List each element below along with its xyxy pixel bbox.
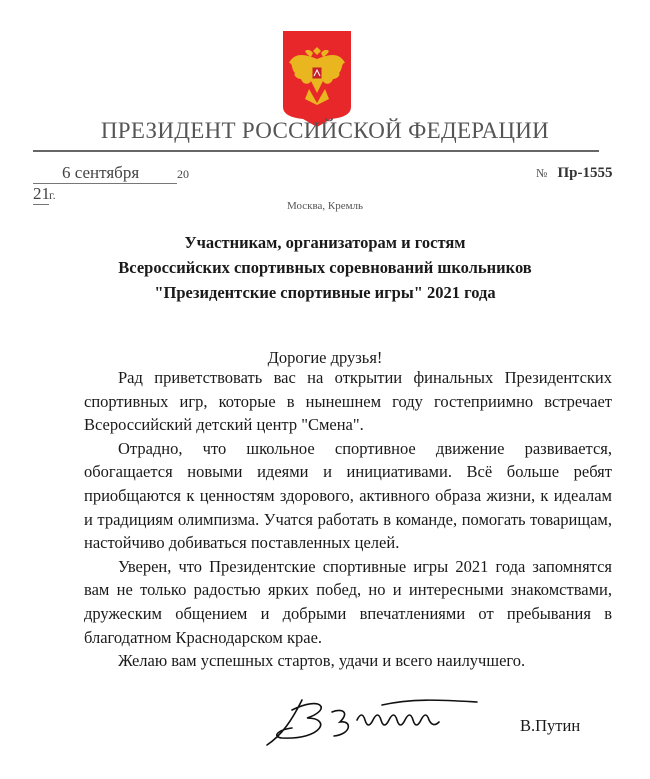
heading-line: "Президентские спортивные игры" 2021 года	[154, 283, 496, 302]
date-year: 21	[33, 184, 50, 203]
paragraph: Рад приветствовать вас на открытии финальных Президентских спортивных игр, которые в нынешнем году гостеприимно встречает Всероссийский детский центр "Смена".	[84, 368, 612, 435]
place: Москва, Кремль	[286, 200, 364, 212]
document-date	[33, 163, 193, 205]
heading-line: Участникам, организаторам и гостям	[184, 233, 466, 252]
letterhead-title: ПРЕЗИДЕНТ РОССИЙСКОЙ ФЕДЕРАЦИИ	[100, 118, 550, 143]
date-day-month: 6 сентября	[33, 163, 177, 184]
date-century: 20	[177, 167, 189, 181]
greeting: Дорогие друзья!	[267, 348, 383, 367]
letter-body	[84, 366, 612, 673]
number-sign: №	[536, 166, 548, 180]
handwritten-signature	[262, 690, 492, 750]
paragraph: Уверен, что Президентские спортивные игры 2021 года запомнятся вам не только радостью ярких побед, но и интересными знакомствами, дружеским общением и добрыми впечатлениями от пребывания в благодатном Краснодарском крае.	[84, 556, 612, 647]
paragraph: Отрадно, что школьное спортивное движение развивается, обогащается новыми идеями и инициативами. Всё больше ребят приобщаются к ценностям здорового, активного образа жизни, к идеалам и традициям олимпизма. Учатся работать в команде, помогать товарищам, настойчиво добиваться поставленных целей.	[84, 438, 612, 553]
document-number	[536, 165, 612, 182]
number-value: Пр-1555	[557, 165, 613, 181]
letterhead-divider	[33, 150, 599, 152]
addressee-heading	[60, 230, 590, 305]
heading-line: Всероссийских спортивных соревнований школьников	[118, 258, 532, 277]
coat-of-arms-emblem	[281, 29, 353, 129]
signatory-name: В.Путин	[520, 716, 581, 735]
paragraph: Желаю вам успешных стартов, удачи и всего наилучшего.	[118, 651, 526, 671]
date-suffix: г.	[49, 188, 56, 202]
